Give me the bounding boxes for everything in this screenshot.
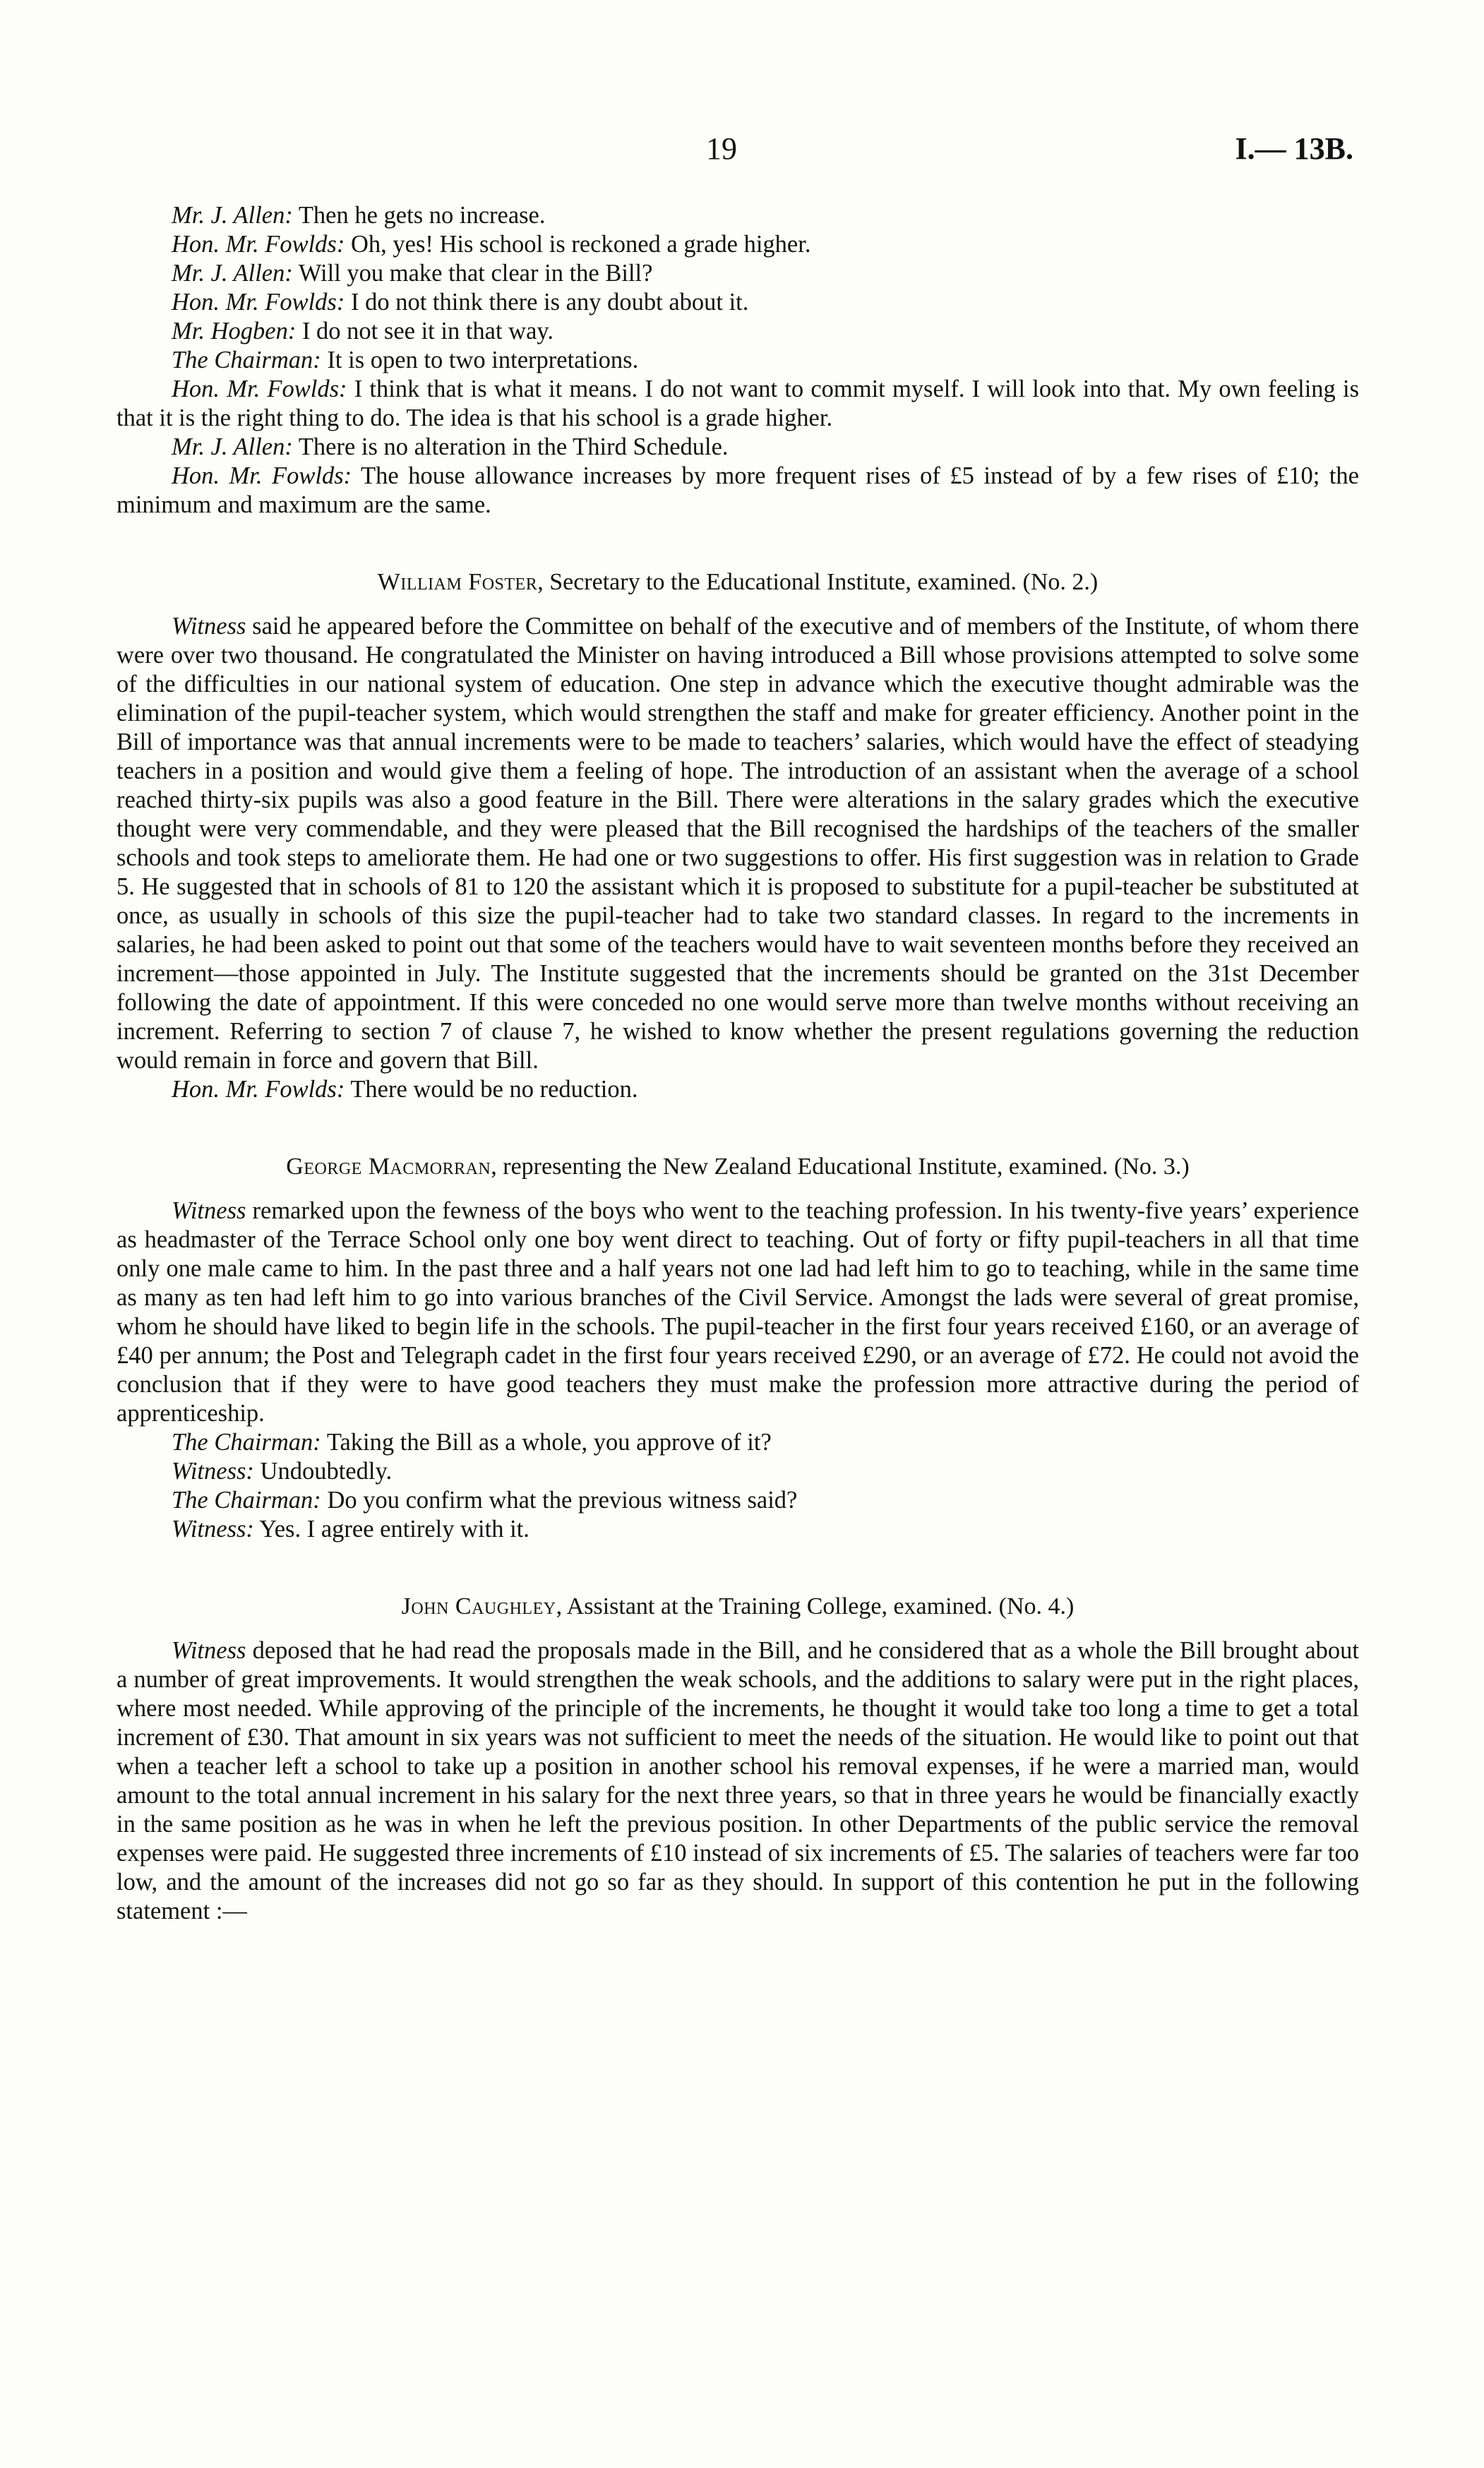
utterance: Do you confirm what the previous witness said? bbox=[327, 1487, 798, 1514]
witness-name: George Macmorran bbox=[286, 1154, 491, 1180]
speaker: Witness: bbox=[172, 1458, 254, 1485]
exchange-line bbox=[116, 1075, 1359, 1104]
speaker: Hon. Mr. Fowlds: bbox=[172, 1076, 345, 1103]
witness-statement bbox=[116, 1636, 1359, 1926]
statement-text: remarked upon the fewness of the boys who went to the teaching profession. In his twenty-five years’ experience as headmaster of the Terrace School only one boy went direct to teaching. Out of forty or fifty pupil-teachers in all that time only one male came to him. In the past three and a half years not one lad had left him to go to teaching, while in the same time as many as ten had left him to go into various branches of the Civil Service. Amongst the lads were several of great promise, whom he should have liked to begin life in the schools. The pupil-teacher in the first four years received £160, or an average of £40 per annum; the Post and Telegraph cadet in the first four years received £290, or an average of £72. He could not avoid the conclusion that if they were to have good teachers they must make the profession more attractive during the period of apprenticeship. bbox=[116, 1197, 1359, 1427]
witness-section-2 bbox=[116, 568, 1359, 1104]
utterance: There would be no reduction. bbox=[350, 1076, 638, 1103]
witness-role: , representing the New Zealand Educational Institute, examined. bbox=[491, 1154, 1108, 1180]
page-header bbox=[0, 131, 1484, 173]
witness-heading bbox=[116, 568, 1359, 597]
witness-section-4 bbox=[116, 1592, 1359, 1926]
utterance: Will you make that clear in the Bill? bbox=[298, 260, 653, 287]
exchange-line bbox=[116, 288, 1359, 317]
witness-number: (No. 2.) bbox=[1022, 569, 1099, 595]
utterance: Yes. I agree entirely with it. bbox=[259, 1516, 529, 1542]
exchange-line bbox=[116, 1428, 1359, 1457]
exchange-fowlds-allen bbox=[116, 201, 1359, 520]
exchange-line bbox=[116, 317, 1359, 346]
exchange-line bbox=[116, 375, 1359, 433]
witness-heading bbox=[116, 1152, 1359, 1181]
speaker: The Chairman: bbox=[172, 1487, 321, 1514]
witness-name: William Foster bbox=[377, 569, 538, 595]
witness-number: (No. 3.) bbox=[1114, 1154, 1190, 1180]
utterance: It is open to two interpretations. bbox=[327, 347, 639, 373]
witness-label: Witness bbox=[172, 613, 246, 640]
utterance: The house allowance increases by more frequent rises of £5 instead of by a few rises of £10; the minimum and maximum are the same. bbox=[116, 462, 1359, 518]
exchange-line bbox=[116, 433, 1359, 462]
speaker: Mr. J. Allen: bbox=[172, 433, 293, 460]
speaker: Witness: bbox=[172, 1516, 254, 1542]
utterance: Taking the Bill as a whole, you approve of it? bbox=[326, 1429, 772, 1456]
witness-label: Witness bbox=[172, 1637, 246, 1664]
statement-text: deposed that he had read the proposals made in the Bill, and he considered that as a whole the Bill brought about a number of great improvements. It would strengthen the weak schools, and the additions to salary were put in the right places, where most needed. While approving of the principle of the increments, he thought it would take too long a time to get a total increment of £30. That amount in six years was not sufficient to meet the needs of the situation. He would like to point out that when a teacher left a school to take up a position in another school his removal expenses, if he were a married man, would amount to the total annual increment in his salary for the next three years, so that in three years he would be financially exactly in the same position as he was in when he left the previous position. In other Departments of the public service the removal expenses were paid. He suggested three increments of £10 instead of six increments of £5. The salaries of teachers were far too low, and the amount of the increases did not go so far as they should. In support of this contention he put in the following statement :— bbox=[116, 1637, 1359, 1924]
witness-statement bbox=[116, 612, 1359, 1075]
exchange-line bbox=[116, 346, 1359, 375]
witness-number: (No. 4.) bbox=[998, 1593, 1075, 1619]
exchange-line bbox=[116, 462, 1359, 520]
speaker: The Chairman: bbox=[172, 1429, 321, 1456]
witness-role: , Assistant at the Training College, examined. bbox=[556, 1593, 993, 1619]
witness-statement bbox=[116, 1197, 1359, 1428]
speaker: Hon. Mr. Fowlds: bbox=[172, 289, 345, 316]
document-reference: I.— 13B. bbox=[1235, 131, 1353, 166]
exchange-line bbox=[116, 201, 1359, 230]
utterance: I do not think there is any doubt about it. bbox=[350, 289, 749, 316]
exchange-line bbox=[116, 1457, 1359, 1486]
exchange-line bbox=[116, 1486, 1359, 1515]
utterance: Then he gets no increase. bbox=[298, 202, 546, 229]
witness-label: Witness bbox=[172, 1197, 246, 1224]
exchange-line bbox=[116, 230, 1359, 259]
speaker: Hon. Mr. Fowlds: bbox=[172, 376, 347, 402]
speaker: The Chairman: bbox=[172, 347, 321, 373]
witness-section-3 bbox=[116, 1152, 1359, 1544]
utterance: There is no alteration in the Third Schedule. bbox=[298, 433, 729, 460]
utterance: I think that is what it means. I do not want to commit myself. I will look into that. My own feeling is that it is the right thing to do. The idea is that his school is a grade higher. bbox=[116, 376, 1360, 431]
speaker: Mr. J. Allen: bbox=[172, 202, 293, 229]
witness-role: , Secretary to the Educational Institute, examined. bbox=[537, 569, 1017, 595]
witness-heading bbox=[116, 1592, 1359, 1621]
document-body bbox=[116, 201, 1359, 1926]
exchange-line bbox=[116, 1515, 1359, 1544]
speaker: Hon. Mr. Fowlds: bbox=[172, 231, 345, 258]
statement-text: said he appeared before the Committee on behalf of the executive and of members of the Institute, of whom there were over two thousand. He congratulated the Minister on having introduced a Bill whose provisions attempted to solve some of the difficulties in our national system of education. One step in advance which the executive thought admirable was the elimination of the pupil-teacher system, which would strengthen the staff and make for greater efficiency. Another point in the Bill of importance was that annual increments were to be made to teachers’ salaries, which would have the effect of steadying teachers in a position and would give them a feeling of hope. The introduction of an assistant when the average of a school reached thirty-six pupils was also a good feature in the Bill. There were alterations in the salary grades which the executive thought were very commendable, and they were pleased that the Bill recognised the hardships of the teachers of the smaller schools and took steps to ameliorate them. He had one or two suggestions to offer. His first suggestion was in relation to Grade 5. He suggested that in schools of 81 to 120 the assistant which it is proposed to substitute for a pupil-teacher be substituted at once, as usually in schools of this size the pupil-teacher had to take two standard classes. In regard to the increments in salaries, he had been asked to point out that some of the teachers would have to wait seventeen months before they received an increment—those appointed in July. The Institute suggested that the increments should be granted on the 31st December following the date of appointment. If this were conceded no one would serve more than twelve months without receiving an increment. Referring to section 7 of clause 7, he wished to know whether the present regulations governing the reduction would remain in force and govern that Bill. bbox=[116, 613, 1359, 1074]
utterance: Oh, yes! His school is reckoned a grade higher. bbox=[350, 231, 811, 258]
exchange-line bbox=[116, 259, 1359, 288]
speaker: Mr. Hogben: bbox=[172, 318, 297, 345]
speaker: Hon. Mr. Fowlds: bbox=[172, 462, 352, 489]
speaker: Mr. J. Allen: bbox=[172, 260, 293, 287]
witness-name: John Caughley bbox=[401, 1593, 556, 1619]
page-number: 19 bbox=[706, 131, 737, 166]
utterance: Undoubtedly. bbox=[260, 1458, 393, 1485]
utterance: I do not see it in that way. bbox=[301, 318, 554, 345]
